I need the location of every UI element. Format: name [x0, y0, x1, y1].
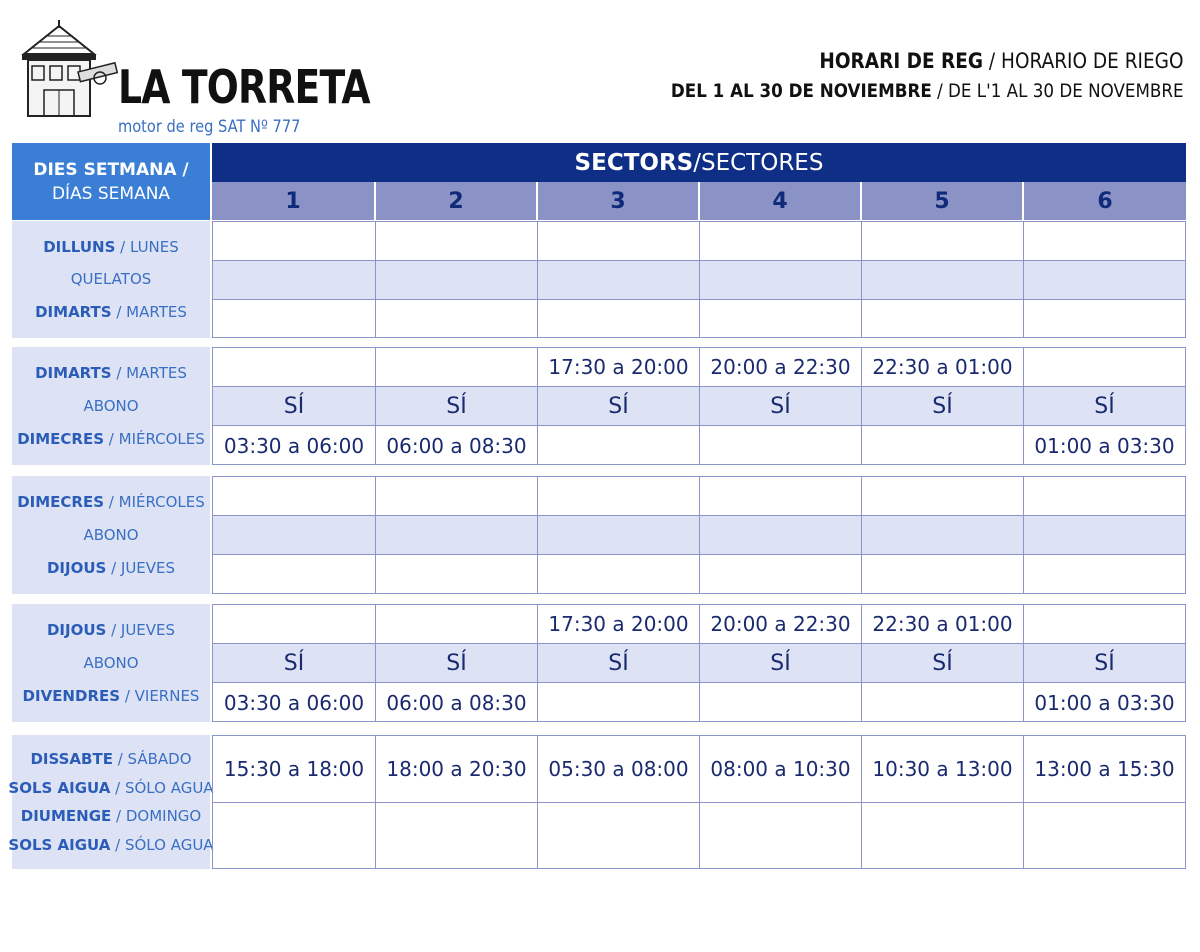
- schedule-cell: [213, 555, 375, 594]
- day-label-regular: / JUEVES: [106, 621, 176, 640]
- schedule-cell: 22:30 a 01:00: [861, 605, 1023, 643]
- schedule-cell: [213, 477, 375, 515]
- schedule-cell: [537, 555, 699, 594]
- schedule-cell: [375, 555, 537, 594]
- schedule-cell: SÍ: [699, 644, 861, 682]
- schedule-cell: [375, 348, 537, 386]
- schedule-cell: [1023, 300, 1185, 338]
- day-label-regular: / SÁBADO: [112, 750, 192, 769]
- day-label-regular: / LUNES: [115, 238, 179, 257]
- day-label-bold: SOLS AIGUA: [8, 778, 111, 797]
- schedule-cell: 03:30 a 06:00: [223, 690, 365, 715]
- schedule-cell: [537, 222, 699, 260]
- schedule-cell: [375, 477, 537, 515]
- sectors-header-separator: /: [693, 149, 701, 176]
- schedule-cell: 15:30 a 18:00: [223, 757, 365, 781]
- schedule-cell: [861, 516, 1023, 554]
- sector-number: 1: [212, 182, 374, 220]
- schedule-block: [12, 347, 1186, 465]
- day-label-bold: DIJOUS: [46, 558, 107, 577]
- schedule-cell: SÍ: [375, 644, 537, 682]
- table-row: [213, 682, 1185, 722]
- title-line: [671, 48, 1184, 74]
- schedule-cell: [213, 803, 375, 869]
- table-row: [213, 736, 1185, 802]
- schedule-cell: [537, 516, 699, 554]
- day-label-regular: / DOMINGO: [111, 807, 202, 826]
- schedule-cell: [861, 477, 1023, 515]
- day-label: [83, 396, 138, 416]
- table-row: [213, 299, 1185, 338]
- schedule-cell: [861, 261, 1023, 299]
- schedule-cell: [699, 803, 861, 869]
- table-row: [213, 477, 1185, 515]
- schedule-cell: [537, 300, 699, 338]
- schedule-cell: [375, 605, 537, 643]
- table-row: [213, 802, 1185, 869]
- day-label-bold: DIMECRES: [17, 429, 105, 448]
- day-label-bold: DIUMENGE: [20, 807, 112, 826]
- schedule-cell: 06:00 a 08:30: [375, 683, 537, 722]
- sector-number: 6: [1022, 182, 1186, 220]
- schedule-cell: SÍ: [537, 387, 699, 425]
- schedule-cell: SÍ: [1023, 644, 1185, 682]
- block-days: [12, 347, 210, 465]
- period-bold: DEL 1 AL 30 DE NOVIEMBRE: [671, 80, 933, 102]
- logo-title: LA TORRETA: [118, 60, 370, 114]
- schedule-cell: 17:30 a 20:00: [537, 605, 699, 643]
- schedule-cell: [861, 555, 1023, 594]
- day-label-bold: DIMECRES: [17, 493, 105, 512]
- title-bold: HORARI DE REG: [819, 49, 984, 73]
- schedule-block: [8, 735, 1186, 869]
- schedule-cell: [213, 261, 375, 299]
- table-row: [213, 554, 1185, 594]
- title-regular: HORARIO DE RIEGO: [1001, 49, 1184, 73]
- day-label-regular: ABONO: [83, 525, 139, 544]
- schedule-cell: 17:30 a 20:00: [537, 348, 699, 386]
- day-label-bold: DISSABTE: [30, 750, 113, 769]
- schedule-cell: 03:30 a 06:00: [223, 433, 365, 458]
- block-days: [12, 221, 210, 338]
- schedule-cell: [699, 222, 861, 260]
- schedule-cell: [213, 348, 375, 386]
- tower-icon: [14, 20, 118, 120]
- table-row: [213, 425, 1185, 465]
- day-label-regular: ABONO: [83, 653, 139, 672]
- schedule-cell: [699, 477, 861, 515]
- logo-subtitle: motor de reg SAT Nº 777: [118, 117, 301, 137]
- schedule-cell: SÍ: [861, 387, 1023, 425]
- table-row: [213, 222, 1185, 260]
- day-label: [17, 492, 205, 512]
- logo: [14, 20, 370, 137]
- schedule-cell: [375, 803, 537, 869]
- day-label-bold: DIJOUS: [46, 621, 107, 640]
- schedule-cell: [699, 555, 861, 594]
- day-label: [35, 363, 187, 383]
- schedule-cell: [1023, 516, 1185, 554]
- schedule-cell: SÍ: [283, 650, 305, 676]
- period-line: [671, 78, 1184, 104]
- schedule-cell: SÍ: [1023, 387, 1185, 425]
- schedule-cell: [1023, 605, 1185, 643]
- sector-number: 2: [374, 182, 536, 220]
- sector-number: 3: [536, 182, 698, 220]
- schedule-cell: 20:00 a 22:30: [699, 348, 861, 386]
- schedule-block: [12, 476, 1186, 594]
- day-label-bold: DIMARTS: [35, 302, 112, 321]
- schedule-cell: [375, 516, 537, 554]
- schedule-cell: [537, 803, 699, 869]
- schedule-cell: [213, 222, 375, 260]
- schedule-cell: [213, 605, 375, 643]
- schedule-cell: 20:00 a 22:30: [699, 605, 861, 643]
- day-label-regular: QUELATOS: [70, 270, 152, 289]
- schedule-cell: [537, 683, 699, 722]
- day-label: [43, 237, 179, 257]
- block-grid: [212, 221, 1186, 338]
- schedule-cell: [1023, 348, 1185, 386]
- schedule-cell: SÍ: [699, 387, 861, 425]
- schedule-cell: [1023, 477, 1185, 515]
- day-label-regular: / SÓLO AGUA: [110, 778, 214, 797]
- day-label: [47, 558, 175, 578]
- table-row: [213, 260, 1185, 299]
- day-label-regular: / MARTES: [111, 364, 187, 383]
- block-grid: [212, 604, 1186, 722]
- schedule-cell: [537, 426, 699, 465]
- day-label-bold: DIMARTS: [35, 364, 112, 383]
- day-label-regular: / MARTES: [111, 302, 187, 321]
- block-days: [8, 735, 214, 869]
- schedule-cell: SÍ: [283, 393, 305, 419]
- schedule-cell: [861, 300, 1023, 338]
- day-label: [8, 778, 213, 798]
- day-label: [47, 620, 175, 640]
- days-column-header: [12, 143, 210, 220]
- day-label-regular: / MIÉRCOLES: [104, 429, 205, 448]
- sectors-header: [212, 143, 1186, 182]
- period-regular: DE L'1 AL 30 DE NOVEMBRE: [948, 80, 1184, 102]
- schedule-cell: SÍ: [537, 644, 699, 682]
- table-row: [213, 348, 1185, 386]
- days-header-line1: DIES SETMANA /: [33, 159, 189, 180]
- day-label: [30, 749, 191, 769]
- schedule-cell: 06:00 a 08:30: [375, 426, 537, 465]
- day-label: [23, 686, 200, 706]
- schedule-cell: [213, 516, 375, 554]
- schedule-cell: [375, 261, 537, 299]
- schedule-cell: [699, 683, 861, 722]
- schedule-cell: [537, 261, 699, 299]
- day-label: [17, 429, 205, 449]
- schedule-cell: [861, 426, 1023, 465]
- schedule-cell: 05:30 a 08:00: [537, 736, 699, 802]
- day-label: [83, 653, 138, 673]
- block-days: [12, 476, 210, 594]
- schedule-cell: [375, 300, 537, 338]
- schedule-cell: [1023, 261, 1185, 299]
- schedule-block: [12, 221, 1186, 338]
- schedule-cell: [699, 300, 861, 338]
- schedule-cell: [1023, 803, 1185, 869]
- days-header-line2: DÍAS SEMANA: [51, 183, 171, 204]
- day-label-regular: / SÓLO AGUA: [110, 835, 214, 854]
- day-label-regular: / VIERNES: [120, 686, 200, 705]
- title-separator: /: [983, 49, 1002, 73]
- schedule-cell: [1023, 222, 1185, 260]
- table-row: [213, 515, 1185, 554]
- sectors-header-bold: SECTORS: [574, 149, 694, 176]
- schedule-block: [12, 604, 1186, 722]
- day-label-bold: SOLS AIGUA: [8, 835, 111, 854]
- schedule-cell: 01:00 a 03:30: [1023, 683, 1185, 722]
- schedule-cell: 18:00 a 20:30: [375, 736, 537, 802]
- table-row: [213, 605, 1185, 643]
- sector-number: 5: [860, 182, 1022, 220]
- block-days: [12, 604, 210, 722]
- schedule-cell: 22:30 a 01:00: [861, 348, 1023, 386]
- day-label-bold: DIVENDRES: [22, 686, 121, 705]
- block-grid: [212, 347, 1186, 465]
- period-separator: /: [932, 80, 949, 102]
- schedule-cell: [213, 300, 375, 338]
- sector-number: 4: [698, 182, 860, 220]
- table-row: [213, 386, 1185, 425]
- block-grid: [212, 476, 1186, 594]
- schedule-cell: 10:30 a 13:00: [861, 736, 1023, 802]
- day-label-regular: ABONO: [83, 396, 139, 415]
- day-label: [21, 806, 201, 826]
- schedule-cell: [699, 516, 861, 554]
- day-label: [35, 302, 187, 322]
- schedule-cell: 08:00 a 10:30: [699, 736, 861, 802]
- schedule-title: [601, 48, 1184, 104]
- schedule-cell: SÍ: [375, 387, 537, 425]
- day-label-regular: / MIÉRCOLES: [104, 493, 205, 512]
- schedule-cell: [861, 222, 1023, 260]
- day-label: [83, 525, 138, 545]
- schedule-cell: [861, 803, 1023, 869]
- block-grid: [212, 735, 1186, 869]
- day-label-bold: DILLUNS: [43, 238, 116, 257]
- schedule-cell: [699, 261, 861, 299]
- sectors-header-regular: SECTORES: [700, 149, 824, 176]
- schedule-cell: 13:00 a 15:30: [1023, 736, 1185, 802]
- table-row: [213, 643, 1185, 682]
- schedule-cell: [537, 477, 699, 515]
- schedule-cell: [1023, 555, 1185, 594]
- schedule-cell: 01:00 a 03:30: [1023, 426, 1185, 465]
- schedule-cell: [375, 222, 537, 260]
- schedule-cell: [699, 426, 861, 465]
- day-label: [8, 835, 213, 855]
- sector-numbers-row: [212, 182, 1186, 220]
- schedule-cell: [861, 683, 1023, 722]
- schedule-cell: SÍ: [861, 644, 1023, 682]
- day-label-regular: / JUEVES: [106, 558, 176, 577]
- day-label: [71, 269, 152, 289]
